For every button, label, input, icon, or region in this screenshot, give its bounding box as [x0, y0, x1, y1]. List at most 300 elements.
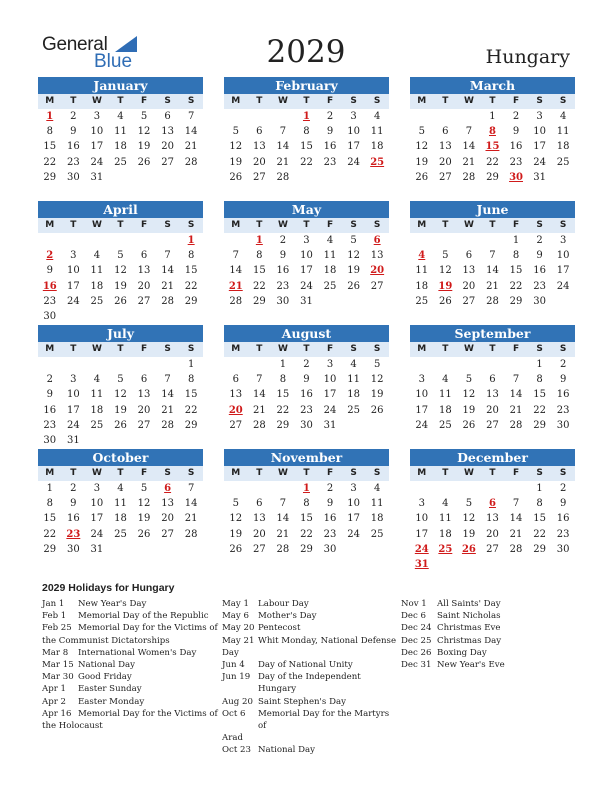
holiday-entry [42, 598, 218, 610]
day-cell: 30 [556, 543, 570, 555]
weekday-label: M [417, 344, 427, 354]
month-title: October [38, 449, 203, 466]
weekday-label: W [277, 96, 288, 106]
day-cell: 14 [184, 498, 198, 510]
weekday-header-row [38, 342, 203, 357]
weekday-label: S [164, 220, 171, 230]
day-cell: 11 [370, 498, 384, 510]
weekday-label: T [489, 468, 496, 478]
holiday-day-cell: 30 [509, 171, 523, 183]
weekday-label: W [91, 344, 102, 354]
weekday-header-row [410, 218, 575, 233]
day-cell: 4 [442, 374, 449, 386]
weekday-label: T [117, 220, 124, 230]
holiday-entry [42, 659, 218, 671]
empty-day-cell [410, 109, 434, 124]
day-cell: 14 [509, 513, 523, 525]
day-cell: 9 [303, 374, 310, 386]
day-cell: 30 [66, 543, 80, 555]
day-cell: 14 [184, 126, 198, 138]
day-cell: 28 [184, 156, 198, 168]
day-grid [224, 109, 389, 185]
holiday-day-cell: 2 [46, 250, 54, 262]
day-cell: 8 [512, 250, 520, 262]
weekday-label: T [442, 344, 449, 354]
weekday-header-row [224, 94, 389, 109]
day-cell: 22 [184, 404, 198, 416]
weekday-label: S [164, 468, 171, 478]
holiday-name: Memorial Day of the Republic [78, 611, 209, 622]
day-cell: 25 [323, 280, 337, 292]
day-grid [224, 481, 389, 557]
empty-day-cell [410, 357, 434, 372]
day-grid [410, 481, 575, 572]
weekday-label: F [326, 344, 334, 354]
day-cell: 5 [117, 374, 124, 386]
day-cell: 18 [370, 141, 384, 153]
weekday-header-row [38, 218, 203, 233]
day-cell: 24 [347, 528, 360, 540]
day-cell: 17 [347, 513, 360, 525]
day-cell: 12 [114, 389, 127, 401]
weekday-label: T [117, 468, 124, 478]
day-cell: 28 [486, 295, 499, 307]
day-cell: 13 [252, 141, 266, 153]
empty-day-cell [38, 357, 62, 372]
day-cell: 28 [252, 419, 266, 431]
weekday-header-row [410, 94, 575, 109]
day-cell: 2 [70, 483, 77, 494]
holiday-name-continued: the Communist Dictatorships [42, 635, 170, 646]
day-cell: 25 [114, 156, 127, 168]
day-cell: 15 [533, 389, 546, 401]
day-cell: 30 [66, 171, 80, 183]
day-cell: 29 [184, 419, 198, 431]
weekday-header-row [410, 342, 575, 357]
weekday-label: T [256, 220, 263, 230]
weekday-label: S [350, 220, 357, 230]
weekday-label: W [91, 468, 102, 478]
day-cell: 31 [533, 171, 546, 183]
day-cell: 8 [187, 250, 195, 262]
holiday-day-cell: 25 [370, 156, 385, 168]
month-title: September [410, 325, 575, 342]
day-cell: 23 [323, 156, 337, 168]
weekday-label: T [303, 468, 310, 478]
holiday-name: New Year's Day [78, 599, 147, 609]
day-cell: 21 [509, 528, 523, 540]
holiday-date: Apr 1 [42, 684, 67, 695]
holiday-day-cell: 31 [414, 558, 429, 570]
logo-text-general: General [42, 34, 108, 55]
holiday-name-continued: the Holocaust [42, 721, 103, 732]
day-cell: 13 [229, 389, 243, 401]
day-cell: 1 [536, 359, 543, 370]
day-cell: 29 [486, 171, 499, 183]
holiday-day-cell: 1 [302, 483, 310, 494]
holiday-name: Whit Monday, National Defense [258, 635, 397, 646]
empty-day-cell [481, 357, 505, 372]
weekday-label: M [417, 468, 427, 478]
day-cell: 18 [90, 404, 104, 416]
day-cell: 16 [43, 404, 57, 416]
holiday-day-cell: 8 [488, 126, 496, 138]
day-cell: 19 [462, 404, 476, 416]
day-cell: 10 [556, 250, 570, 262]
holiday-entry [42, 683, 218, 695]
month-title: November [224, 449, 389, 466]
weekday-label: T [70, 96, 77, 106]
month-title: May [224, 201, 389, 218]
weekday-header-row [224, 466, 389, 481]
day-cell: 12 [137, 126, 151, 138]
weekday-label: T [117, 96, 124, 106]
day-cell: 21 [509, 404, 523, 416]
day-cell: 31 [90, 543, 104, 555]
day-cell: 2 [559, 359, 567, 370]
holiday-date: Jun 4 [222, 660, 245, 671]
weekday-label: S [373, 468, 381, 478]
day-cell: 7 [232, 250, 239, 262]
weekday-label: F [326, 220, 334, 230]
day-cell: 27 [161, 528, 174, 540]
holiday-entry [222, 635, 398, 647]
holidays-title: 2029 Holidays for Hungary [42, 582, 175, 594]
holiday-day-cell: 16 [42, 280, 57, 292]
weekday-label: S [559, 96, 567, 106]
day-cell: 19 [347, 265, 360, 277]
day-cell: 28 [184, 528, 198, 540]
holiday-date: Mar 30 [42, 672, 74, 683]
weekday-label: S [350, 344, 357, 354]
empty-day-cell [248, 109, 272, 124]
day-cell: 1 [187, 359, 195, 370]
day-cell: 28 [276, 543, 290, 555]
day-cell: 29 [252, 295, 266, 307]
day-cell: 16 [300, 389, 313, 401]
day-cell: 13 [161, 498, 174, 510]
day-cell: 18 [90, 280, 104, 292]
calendar-year: 2029 [266, 34, 346, 70]
day-cell: 18 [415, 280, 429, 292]
day-cell: 11 [90, 265, 104, 277]
day-cell: 29 [43, 543, 57, 555]
day-cell: 19 [229, 156, 243, 168]
day-cell: 1 [536, 483, 543, 494]
day-cell: 5 [465, 374, 473, 386]
day-cell: 4 [93, 374, 101, 386]
day-cell: 30 [43, 434, 57, 446]
holiday-date: Apr 2 [42, 696, 67, 707]
weekday-label: W [277, 468, 288, 478]
day-cell: 5 [232, 126, 239, 138]
holiday-entry [401, 622, 577, 634]
weekday-label: T [489, 96, 496, 106]
day-cell: 15 [300, 141, 313, 153]
day-cell: 28 [509, 419, 523, 431]
empty-day-cell [248, 481, 272, 496]
day-cell: 14 [276, 513, 290, 525]
weekday-label: T [489, 344, 496, 354]
holiday-day-cell: 20 [228, 404, 243, 416]
day-grid [38, 357, 203, 448]
day-cell: 4 [117, 483, 124, 494]
month-august [224, 325, 389, 433]
weekday-label: T [117, 344, 124, 354]
day-cell: 18 [114, 141, 127, 153]
holiday-name: Boxing Day [437, 647, 487, 658]
day-cell: 10 [347, 498, 360, 510]
day-cell: 25 [90, 419, 104, 431]
day-cell: 22 [252, 280, 266, 292]
day-cell: 23 [276, 280, 290, 292]
holiday-name: Day of the Independent Hungary [258, 672, 361, 695]
holiday-date: Dec 25 [401, 635, 432, 646]
weekday-label: S [373, 344, 381, 354]
day-grid [410, 109, 575, 185]
day-cell: 7 [512, 374, 520, 386]
weekday-label: M [417, 96, 427, 106]
empty-day-cell [224, 233, 248, 248]
weekday-label: M [231, 96, 241, 106]
weekday-label: T [70, 220, 77, 230]
day-cell: 18 [438, 404, 452, 416]
day-cell: 17 [323, 389, 337, 401]
day-cell: 13 [462, 265, 476, 277]
month-november [224, 449, 389, 557]
holiday-day-cell: 15 [485, 141, 500, 153]
holiday-name: Saint Nicholas [437, 611, 501, 622]
day-cell: 23 [533, 280, 546, 292]
empty-day-cell [457, 109, 481, 124]
day-cell: 21 [252, 404, 266, 416]
weekday-label: T [303, 220, 310, 230]
month-title: August [224, 325, 389, 342]
holiday-day-cell: 1 [255, 235, 263, 246]
day-cell: 26 [438, 295, 452, 307]
day-cell: 31 [66, 434, 80, 446]
holiday-day-cell: 4 [418, 250, 426, 262]
day-cell: 18 [556, 141, 570, 153]
day-cell: 14 [462, 141, 476, 153]
day-cell: 16 [556, 389, 570, 401]
weekday-label: M [231, 220, 241, 230]
day-cell: 21 [161, 404, 174, 416]
day-cell: 24 [90, 156, 104, 168]
day-cell: 2 [559, 483, 567, 494]
day-cell: 17 [533, 141, 546, 153]
day-cell: 30 [323, 543, 337, 555]
holiday-name: Day of National Unity [258, 660, 353, 671]
day-cell: 19 [370, 389, 384, 401]
holiday-entry [222, 659, 398, 671]
day-cell: 9 [536, 250, 543, 262]
day-cell: 25 [90, 295, 104, 307]
day-cell: 18 [323, 265, 337, 277]
weekday-label: W [463, 220, 474, 230]
day-cell: 2 [326, 483, 334, 494]
day-cell: 29 [509, 295, 523, 307]
weekday-label: M [45, 344, 55, 354]
weekday-label: S [373, 96, 381, 106]
holiday-entry [222, 610, 398, 622]
day-cell: 3 [93, 483, 101, 494]
day-cell: 15 [509, 265, 523, 277]
holiday-day-cell: 24 [414, 543, 429, 555]
day-cell: 3 [536, 111, 543, 122]
empty-day-cell [457, 481, 481, 496]
weekday-label: F [512, 344, 520, 354]
holiday-name: International Women's Day [78, 647, 197, 658]
holiday-column [401, 598, 577, 671]
day-cell: 15 [300, 513, 313, 525]
month-october [38, 449, 203, 557]
day-cell: 22 [300, 528, 313, 540]
day-cell: 24 [556, 280, 570, 292]
holiday-date: May 1 [222, 599, 249, 609]
day-cell: 22 [533, 528, 546, 540]
day-cell: 20 [137, 280, 151, 292]
empty-day-cell [457, 357, 481, 372]
day-cell: 28 [229, 295, 243, 307]
day-cell: 13 [252, 513, 266, 525]
holiday-entry [42, 671, 218, 683]
day-cell: 26 [462, 419, 476, 431]
day-cell: 16 [323, 513, 337, 525]
day-cell: 31 [323, 419, 337, 431]
weekday-label: T [489, 220, 496, 230]
weekday-label: S [350, 96, 357, 106]
weekday-label: F [326, 96, 334, 106]
day-cell: 9 [70, 126, 77, 138]
day-cell: 14 [252, 389, 266, 401]
day-cell: 24 [66, 419, 80, 431]
day-cell: 6 [232, 374, 239, 386]
day-cell: 12 [462, 513, 476, 525]
holiday-entry [222, 744, 398, 756]
holiday-day-cell: 25 [438, 543, 453, 555]
day-cell: 27 [137, 419, 151, 431]
holiday-date: Feb 25 [42, 623, 72, 634]
day-cell: 9 [70, 498, 77, 510]
day-cell: 1 [279, 359, 287, 370]
day-cell: 28 [509, 543, 523, 555]
holiday-name: Christmas Eve [437, 623, 501, 634]
holiday-date: Aug 20 [222, 696, 253, 707]
day-cell: 7 [164, 250, 171, 262]
day-cell: 5 [350, 235, 357, 246]
holiday-entry [42, 708, 218, 720]
holiday-name: Labour Day [258, 599, 309, 609]
weekday-label: T [303, 344, 310, 354]
day-cell: 29 [276, 419, 290, 431]
day-cell: 17 [415, 528, 429, 540]
day-cell: 3 [350, 111, 357, 122]
day-cell: 13 [438, 141, 452, 153]
day-grid [410, 233, 575, 309]
month-title: January [38, 77, 203, 94]
day-cell: 8 [536, 498, 543, 510]
holiday-entry [42, 696, 218, 708]
day-cell: 7 [187, 111, 195, 122]
day-cell: 17 [300, 265, 313, 277]
day-cell: 19 [229, 528, 243, 540]
day-cell: 3 [418, 498, 425, 510]
day-cell: 21 [462, 156, 476, 168]
holiday-name: Mother's Day [258, 611, 317, 622]
day-cell: 2 [46, 374, 53, 386]
day-cell: 19 [415, 156, 429, 168]
holiday-column [42, 598, 218, 732]
weekday-label: M [231, 468, 241, 478]
day-cell: 23 [556, 528, 570, 540]
day-cell: 27 [229, 419, 243, 431]
day-cell: 25 [347, 404, 360, 416]
day-cell: 3 [326, 359, 334, 370]
empty-day-cell [457, 233, 481, 248]
holiday-day-cell: 1 [46, 111, 54, 122]
empty-day-cell [434, 357, 458, 372]
day-cell: 4 [93, 250, 101, 262]
day-cell: 6 [489, 374, 496, 386]
day-cell: 23 [43, 295, 57, 307]
day-cell: 12 [370, 374, 384, 386]
month-title: February [224, 77, 389, 94]
day-cell: 3 [350, 483, 357, 494]
day-cell: 2 [279, 235, 287, 246]
weekday-label: S [187, 220, 195, 230]
day-cell: 11 [114, 498, 127, 510]
weekday-header-row [224, 342, 389, 357]
day-cell: 7 [279, 498, 287, 510]
day-cell: 11 [556, 126, 570, 138]
day-cell: 25 [556, 156, 570, 168]
country-name: Hungary [485, 46, 570, 68]
day-cell: 30 [556, 419, 570, 431]
month-may [224, 201, 389, 309]
day-cell: 11 [114, 126, 127, 138]
day-cell: 13 [161, 126, 174, 138]
day-cell: 20 [252, 156, 266, 168]
day-cell: 16 [66, 141, 80, 153]
day-cell: 19 [462, 528, 476, 540]
day-cell: 27 [486, 543, 499, 555]
day-cell: 1 [489, 111, 496, 122]
weekday-label: S [187, 96, 195, 106]
day-cell: 22 [276, 404, 290, 416]
weekday-label: T [256, 344, 263, 354]
day-cell: 12 [462, 389, 476, 401]
weekday-label: S [187, 468, 195, 478]
weekday-label: F [140, 468, 148, 478]
empty-day-cell [132, 233, 156, 248]
day-cell: 17 [415, 404, 429, 416]
empty-day-cell [156, 233, 180, 248]
day-cell: 23 [509, 156, 523, 168]
day-cell: 29 [533, 543, 546, 555]
day-cell: 29 [43, 171, 57, 183]
holiday-day-cell: 19 [438, 280, 453, 292]
day-cell: 3 [70, 374, 77, 386]
month-april [38, 201, 203, 324]
day-cell: 9 [326, 126, 334, 138]
day-cell: 15 [276, 389, 290, 401]
holiday-entry [42, 622, 218, 634]
day-cell: 5 [140, 483, 148, 494]
day-cell: 13 [370, 250, 384, 262]
day-cell: 18 [114, 513, 127, 525]
day-cell: 8 [256, 250, 263, 262]
